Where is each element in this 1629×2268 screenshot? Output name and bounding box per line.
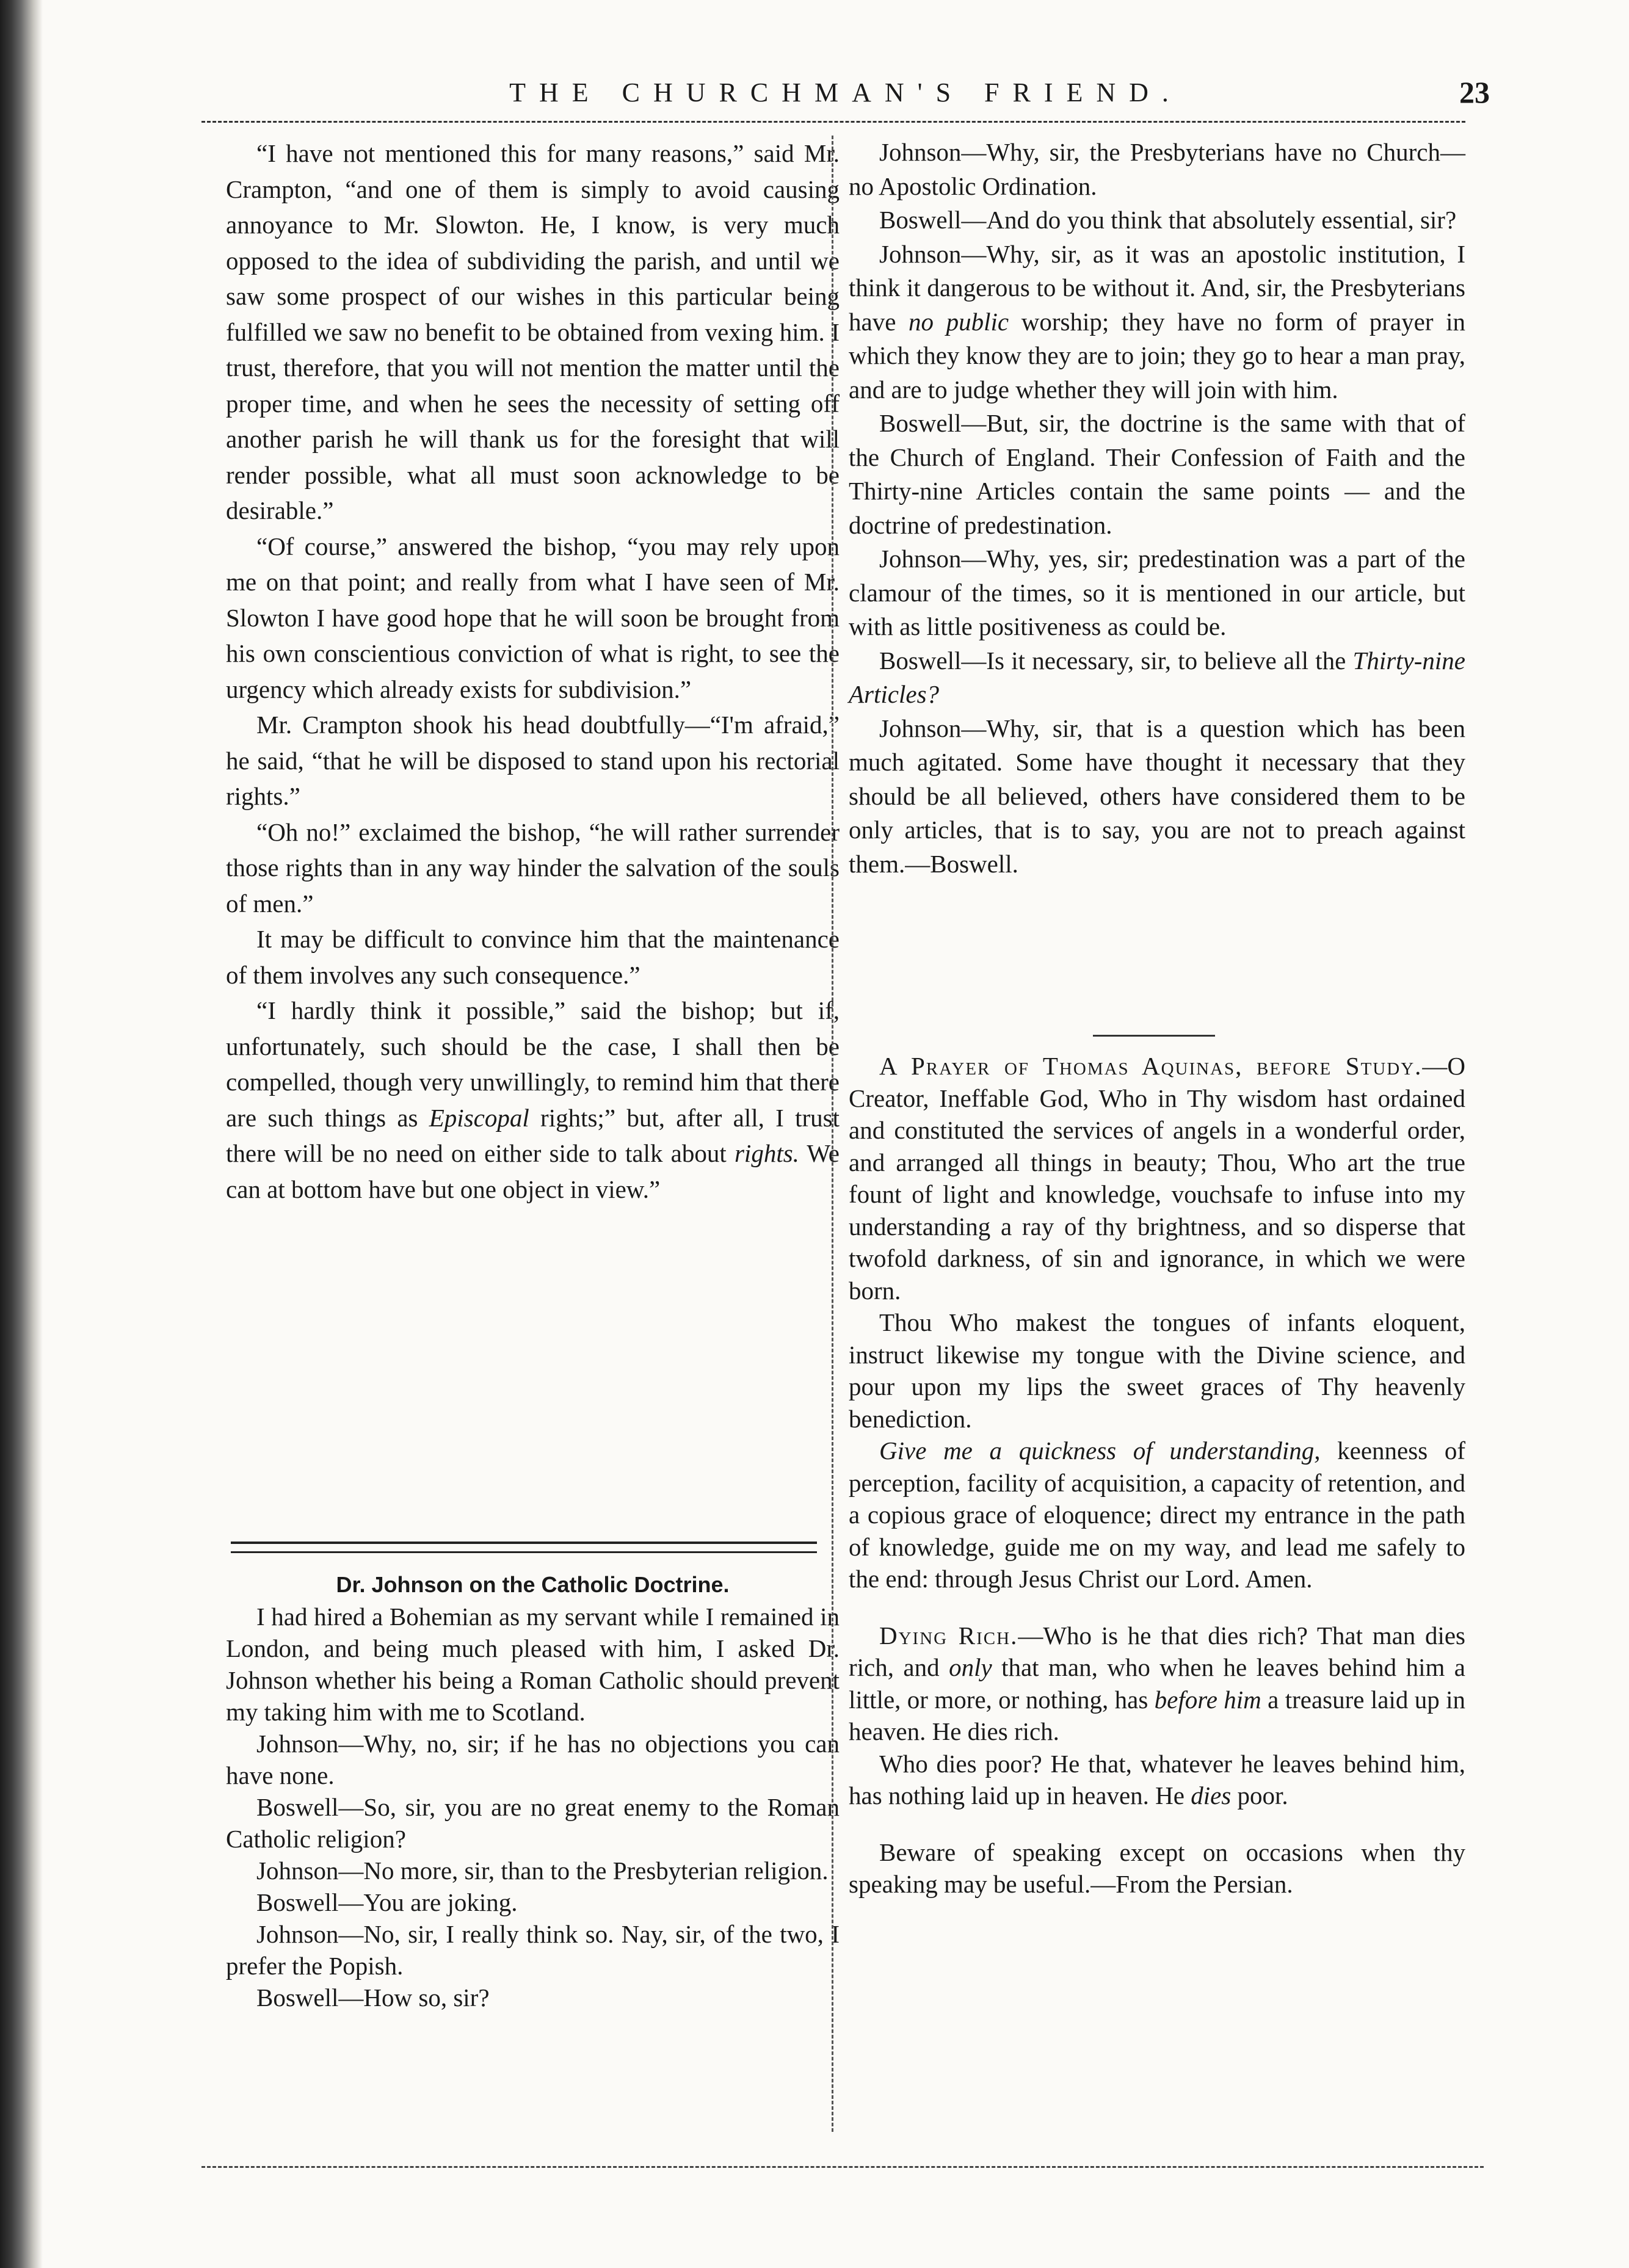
section-divider xyxy=(231,1542,817,1553)
header-rule xyxy=(201,121,1465,123)
left-column xyxy=(226,136,840,1207)
paragraph: Boswell—How so, sir? xyxy=(256,1984,490,2012)
paragraph: Beware of speaking except on occasions when thy speaking may be useful.—From the Persian. xyxy=(849,1838,1465,1898)
section-divider xyxy=(1093,1035,1215,1037)
paragraph: Give me a quickness of understanding, keenness of perception, facility of acquisition, a capacity of retention, and a copious grace of eloquence; direct my entrance in the path of knowledge, guide me on my way, and lead me safely to the end: through Jesus Christ our Lord. Amen. xyxy=(849,1437,1465,1593)
section-title: Dr. Johnson on the Catholic Doctrine. xyxy=(336,1572,730,1597)
page-number: 23 xyxy=(1459,75,1490,109)
paragraph: Johnson—Why, sir, the Presbyterians have no Church—no Apostolic Ordination. xyxy=(849,138,1465,200)
paragraph: Johnson—Why, sir, that is a question which has been much agitated. Some have thought it necessary that they should be all believed, others have considered them to be only articles, that is to say, you are not to preach against them.—Boswell. xyxy=(849,714,1465,878)
paragraph: Thou Who makest the tongues of infants eloquent, instruct likewise my tongue with the Divine science, and pour upon my lips the sweet graces of Thy heavenly benediction. xyxy=(849,1308,1465,1433)
paragraph: “I have not mentioned this for many reasons,” said Mr. Crampton, “and one of them is simply to avoid causing annoyance to Mr. Slowton. He, I know, is very much opposed to the idea of subdividing the parish, and until we saw some prospect of our wishes in this particular being fulfilled we saw no benefit to be obtained from vexing him. I trust, therefore, that you will not mention the matter until the proper time, and when he sees the necessity of setting off another parish he will thank us for the foresight that will render possible, what all must soon acknowledge to be desirable.” xyxy=(226,139,840,524)
book-binding-edge xyxy=(0,0,43,2268)
paragraph: Johnson—Why, yes, sir; predestination was a part of the clamour of the times, so it is mentioned in our article, but with as little positiveness as could be. xyxy=(849,545,1465,640)
paragraph: Boswell—You are joking. xyxy=(256,1888,518,1916)
running-title: THE CHURCHMAN'S FRIEND. xyxy=(509,78,1182,107)
paragraph: Johnson—Why, no, sir; if he has no objections you can have none. xyxy=(226,1730,840,1789)
prayer-heading: A Prayer of Thomas Aquinas, before Study. xyxy=(879,1052,1423,1080)
footer-rule xyxy=(201,2166,1484,2168)
paragraph: “I hardly think it possible,” said the bishop; but if, unfortunately, such should be the case, I shall then be compelled, though very unwillingly, to remind him that there are such things as Episcopal rights;” but, after all, I trust there will be no need on either side to talk about rights. We can at bottom have but one object in view.” xyxy=(226,996,840,1203)
paragraph: It may be difficult to convince him that the maintenance of them involves any such consequence.” xyxy=(226,925,840,989)
page-header xyxy=(201,72,1490,127)
right-column xyxy=(849,136,1465,881)
paragraph: Boswell—So, sir, you are no great enemy to the Roman Catholic religion? xyxy=(226,1793,840,1853)
paragraph: Johnson—No, sir, I really think so. Nay, sir, of the two, I prefer the Popish. xyxy=(226,1920,840,1980)
paragraph: Boswell—Is it necessary, sir, to believe all the Thirty-nine Articles? xyxy=(849,646,1465,708)
paragraph: I had hired a Bohemian as my servant while I remained in London, and being much pleased with him, I asked Dr. Johnson whether his being a Roman Catholic should prevent my taking him with me to Scotland. xyxy=(226,1603,840,1726)
paragraph: Boswell—But, sir, the doctrine is the same with that of the Church of England. Their Confession of Faith and the Thirty-nine Articles contain the same points — and the doctrine of predestination. xyxy=(849,409,1465,539)
paragraph: “Of course,” answered the bishop, “you may rely upon me on that point; and really from what I have seen of Mr. Slowton I have good hope that he will soon be brought from his own conscientious conviction of what is right, to see the urgency which already exists for subdivision.” xyxy=(226,532,840,703)
paragraph: “Oh no!” exclaimed the bishop, “he will rather surrender those rights than in any way hinder the salvation of the souls of men.” xyxy=(226,817,840,918)
paragraph: Who dies poor? He that, whatever he leaves behind him, has nothing laid up in heaven. He dies poor. xyxy=(849,1749,1465,1810)
paragraph: Johnson—No more, sir, than to the Presbyterian religion. xyxy=(256,1857,829,1885)
prayer-paragraph: A Prayer of Thomas Aquinas, before Study.—O Creator, Ineffable God, Who in Thy wisdom hast ordained and constituted the services of angels in a wonderful order, and arranged all things in beauty; Thou, Who art the true fount of light and knowledge, vouchsafe to infuse into my understanding a ray of thy brightness, and so disperse that twofold darkness, of sin and ignorance, in which we were born. xyxy=(849,1052,1465,1305)
right-lower-sections xyxy=(849,1050,1465,1900)
paragraph: Boswell—And do you think that absolutely essential, sir? xyxy=(879,206,1457,234)
column-divider xyxy=(832,136,833,2132)
dying-rich-heading: Dying Rich. xyxy=(879,1621,1018,1650)
paragraph: Mr. Crampton shook his head doubtfully—“I'm afraid,” he said, “that he will be disposed to stand upon his rectorial rights.” xyxy=(226,711,840,810)
johnson-section xyxy=(226,1569,840,2013)
paragraph: Dying Rich.—Who is he that dies rich? That man dies rich, and only that man, who when he leaves behind him a little, or more, or nothing, has before him a treasure laid up in heaven. He dies rich. xyxy=(849,1621,1466,1745)
paragraph: Johnson—Why, sir, as it was an apostolic institution, I think it dangerous to be without it. And, sir, the Presbyterians have no public worship; they have no form of prayer in which they know they are to join; they go to hear a man pray, and are to judge whether they will join with him. xyxy=(849,239,1465,404)
